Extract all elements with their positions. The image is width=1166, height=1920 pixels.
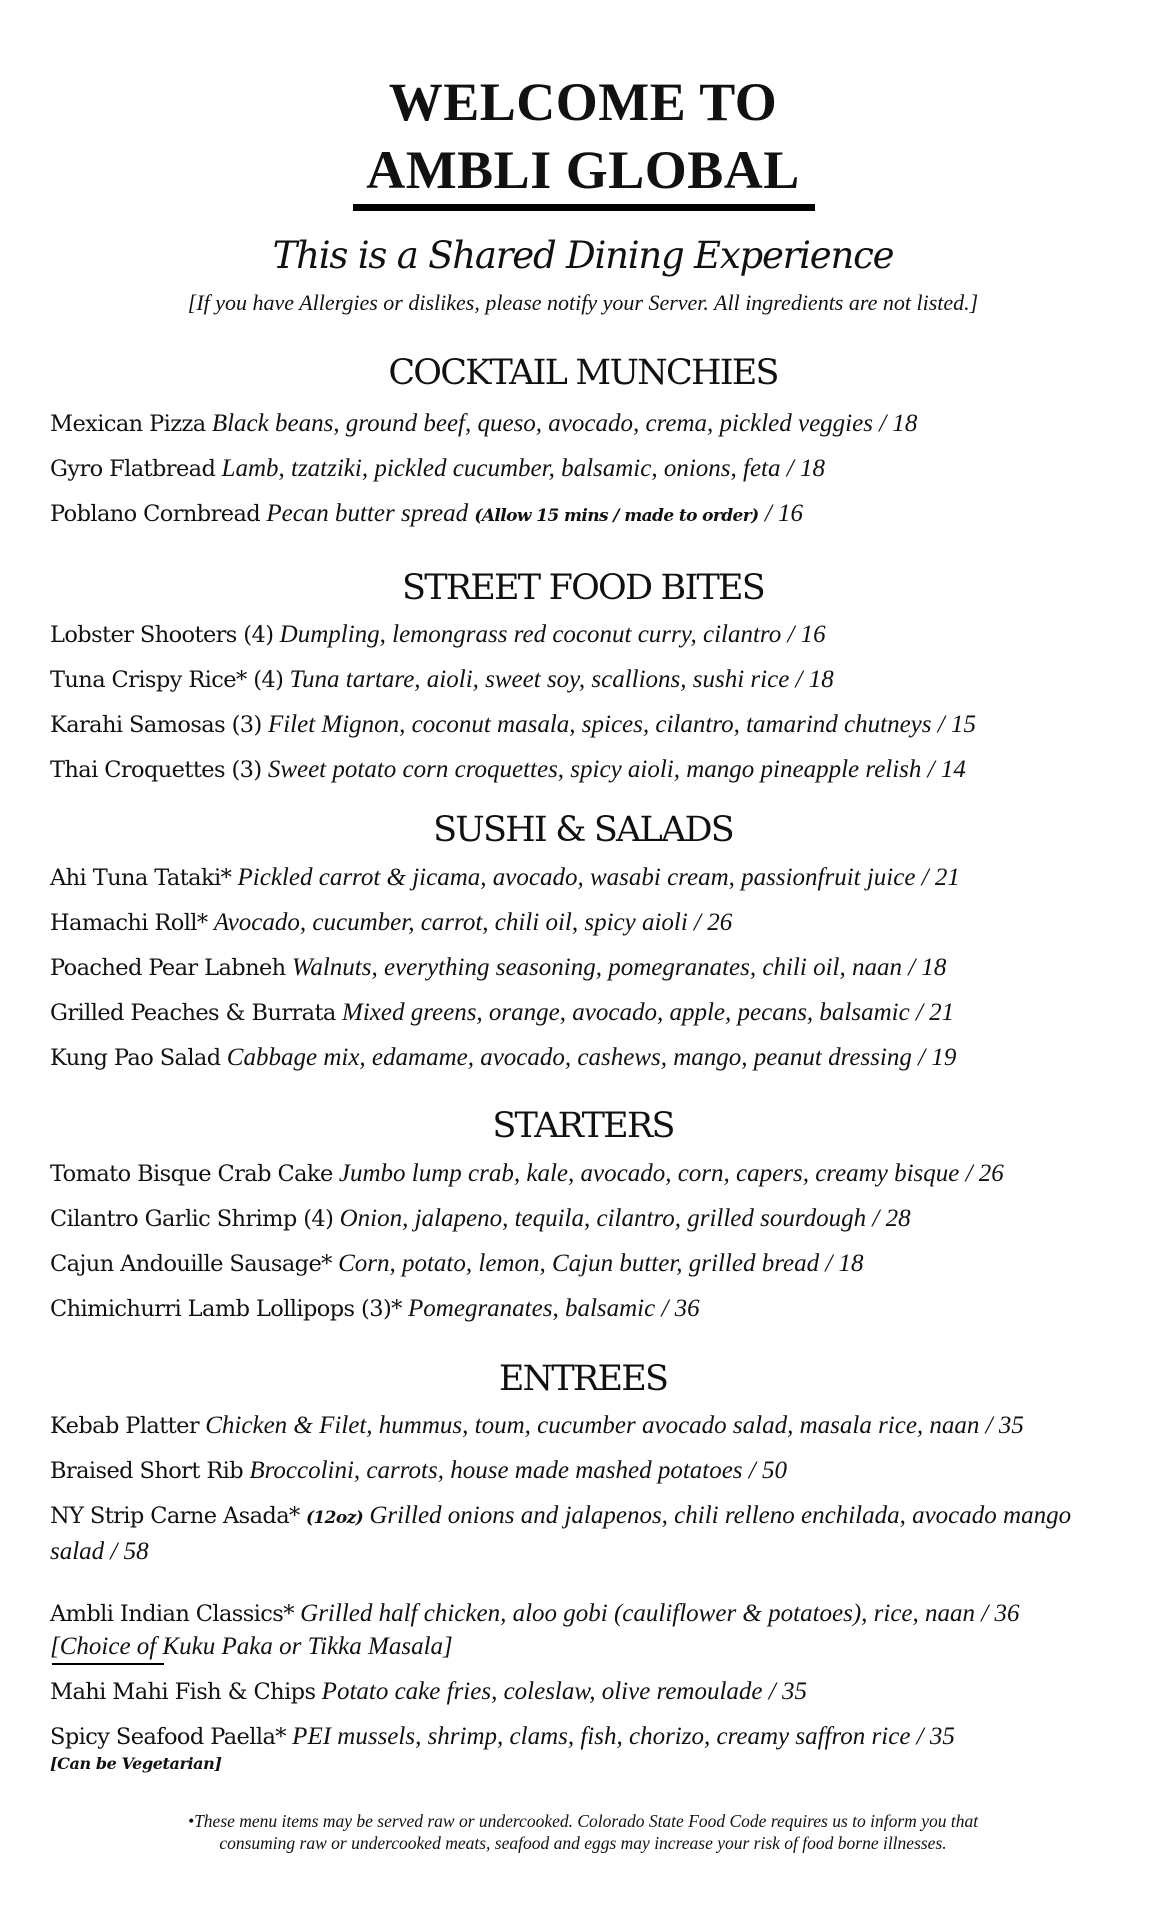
title-divider [353,204,815,211]
menu-item-mexican-pizza [50,407,1130,441]
menu-item-grilled-peaches-burrata [50,996,1130,1030]
item-name: Kung Pao Salad [50,1045,221,1071]
item-name: Karahi Samosas (3) [50,712,262,738]
item-description: Corn, potato, lemon, Cajun butter, grilled bread / 18 [338,1250,864,1277]
menu-item-tuna-crispy-rice [50,663,1130,697]
menu-item-ny-strip-carne-asada [50,1499,1110,1569]
item-name: Kebab Platter [50,1413,199,1439]
menu-item-spicy-seafood-paella [50,1720,1130,1754]
item-name: Ahi Tuna Tataki* [50,865,232,891]
item-description: Dumpling, lemongrass red coconut curry, cilantro / 16 [279,621,826,648]
menu-title-line2: AMBLI GLOBAL [366,140,800,200]
allergy-notice: [If you have Allergies or dislikes, please notify your Server. All ingredients are not listed.] [187,290,979,315]
menu-item-braised-short-rib [50,1454,1130,1488]
footer-line-1: •These menu items may be served raw or undercooked. Colorado State Food Code requires us to inform you that [187,1811,979,1831]
item-description: Potato cake fries, coleslaw, olive remoulade / 35 [321,1678,807,1705]
item-note: (12oz) [305,1508,364,1528]
item-description: Filet Mignon, coconut masala, spices, cilantro, tamarind chutneys / 15 [267,711,976,738]
item-description: Jumbo lump crab, kale, avocado, corn, capers, creamy bisque / 26 [338,1160,1004,1187]
item-description: Chicken & Filet, hummus, toum, cucumber avocado salad, masala rice, naan / 35 [205,1412,1024,1439]
menu-item-cilantro-garlic-shrimp [50,1202,1130,1236]
section-heading-sushi-salads: SUSHI & SALADS [433,810,733,850]
item-description: Grilled half chicken, aloo gobi (cauliflower & potatoes), rice, naan / 36 [300,1600,1020,1627]
item-description: PEI mussels, shrimp, clams, fish, chorizo, creamy saffron rice / 35 [292,1723,955,1750]
item-description: Onion, jalapeno, tequila, cilantro, grilled sourdough / 28 [339,1205,911,1232]
item-choice-text: [Choice of Kuku Paka or Tikka Masala] [50,1633,453,1660]
section-heading-entrees: ENTREES [498,1359,668,1399]
item-name: Gyro Flatbread [50,456,216,482]
item-description: Sweet potato corn croquettes, spicy aioli, mango pineapple relish / 14 [267,756,966,783]
food-safety-footer [83,1810,1083,1854]
section-heading-cocktail-munchies: COCKTAIL MUNCHIES [388,353,778,393]
item-name: Hamachi Roll* [50,910,208,936]
item-description: Tuna tartare, aioli, sweet soy, scallions, sushi rice / 18 [289,666,834,693]
menu-item-kung-pao-salad [50,1041,1130,1075]
item-name: NY Strip Carne Asada* [50,1503,300,1529]
menu-item-lobster-shooters [50,618,1130,652]
menu-item-chimichurri-lamb-lollipops [50,1292,1130,1326]
item-name: Tomato Bisque Crab Cake [50,1161,333,1187]
item-name: Grilled Peaches & Burrata [50,1000,336,1026]
item-description: Walnuts, everything seasoning, pomegranates, chili oil, naan / 18 [291,954,947,981]
item-description: Lamb, tzatziki, pickled cucumber, balsamic, onions, feta / 18 [221,455,825,482]
menu-item-hamachi-roll [50,906,1130,940]
item-price: / 16 [764,500,804,527]
item-description: Grilled onions and jalapenos, chili relleno enchilada, avocado mango salad / 58 [50,1502,1072,1565]
menu-item-poached-pear-labneh [50,951,1130,985]
vegetarian-note: [Can be Vegetarian] [50,1754,222,1773]
menu-item-poblano-cornbread [50,497,1130,533]
item-name: Braised Short Rib [50,1458,244,1484]
menu-item-ambli-indian-classics [50,1597,1130,1631]
menu-item-kebab-platter [50,1409,1130,1443]
item-name: Lobster Shooters (4) [50,622,274,648]
item-description: Pickled carrot & jicama, avocado, wasabi cream, passionfruit juice / 21 [237,864,960,891]
item-name: Cajun Andouille Sausage* [50,1251,332,1277]
item-name: Cilantro Garlic Shrimp (4) [50,1206,334,1232]
item-name: Poblano Cornbread [50,501,261,527]
menu-item-mahi-mahi-fish-chips [50,1675,1130,1709]
item-name: Chimichurri Lamb Lollipops (3)* [50,1296,402,1322]
item-description: Pomegranates, balsamic / 36 [408,1295,700,1322]
menu-item-tomato-bisque-crab-cake [50,1157,1130,1191]
menu-item-cajun-andouille-sausage [50,1247,1130,1281]
section-heading-starters: STARTERS [492,1106,674,1146]
item-description: Cabbage mix, edamame, avocado, cashews, mango, peanut dressing / 19 [226,1044,957,1071]
item-description: Black beans, ground beef, queso, avocado, crema, pickled veggies / 18 [211,410,918,437]
item-name: Tuna Crispy Rice* (4) [50,667,284,693]
item-description: Pecan butter spread [266,500,469,527]
item-name: Mahi Mahi Fish & Chips [50,1679,316,1705]
footer-line-2: consuming raw or undercooked meats, seafood and eggs may increase your risk of food borne illnesses. [219,1833,947,1853]
item-name: Poached Pear Labneh [50,955,286,981]
menu-item-karahi-samosas [50,708,1130,742]
menu-item-ahi-tuna-tataki [50,861,1130,895]
item-name: Spicy Seafood Paella* [50,1724,286,1750]
menu-item-thai-croquettes [50,753,1130,787]
item-name: Ambli Indian Classics* [50,1601,294,1627]
choice-underline [52,1663,164,1665]
menu-subtitle: This is a Shared Dining Experience [272,234,894,277]
section-heading-street-food-bites: STREET FOOD BITES [402,568,764,608]
item-description: Broccolini, carrots, house made mashed potatoes / 50 [249,1457,787,1484]
menu-title-line1: WELCOME TO [388,72,778,132]
item-note: (Allow 15 mins / made to order) [474,506,759,526]
item-description: Mixed greens, orange, avocado, apple, pecans, balsamic / 21 [342,999,955,1026]
menu-item-gyro-flatbread [50,452,1130,486]
item-description: Avocado, cucumber, carrot, chili oil, spicy aioli / 26 [213,909,733,936]
item-name: Thai Croquettes (3) [50,757,262,783]
item-name: Mexican Pizza [50,411,206,437]
item-choice-line [50,1630,1130,1664]
